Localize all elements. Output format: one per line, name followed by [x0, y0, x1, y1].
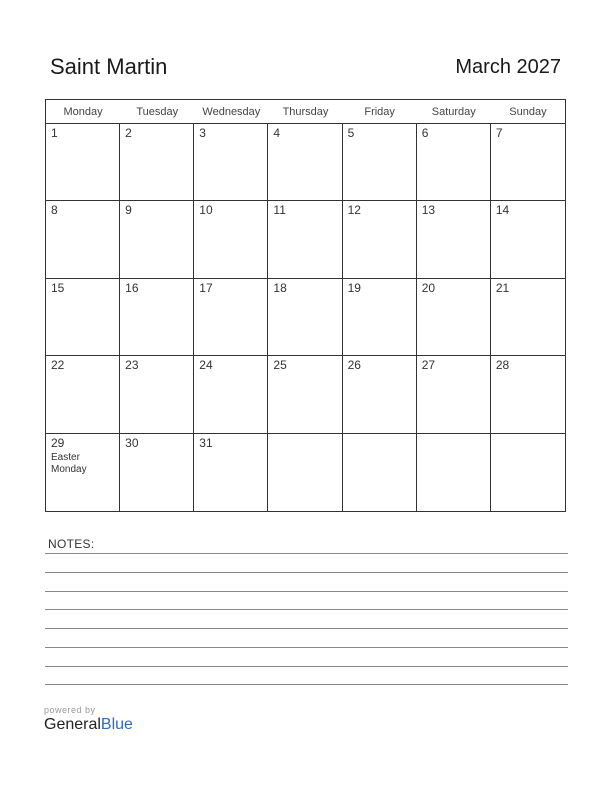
powered-by-text: powered by — [44, 705, 96, 715]
day-number: 31 — [199, 435, 213, 450]
weekday-header-row — [46, 100, 565, 124]
day-number: 25 — [273, 358, 287, 373]
day-number: 21 — [495, 280, 510, 295]
weekday-monday: Monday — [63, 106, 103, 118]
day-cell — [343, 201, 417, 278]
weekday-thursday: Thursday — [282, 106, 329, 118]
day-cell — [194, 356, 268, 433]
day-cell — [343, 124, 417, 201]
day-number: 23 — [125, 358, 139, 373]
day-number: 16 — [125, 280, 139, 295]
day-number: 17 — [199, 280, 213, 295]
weekday-tuesday: Tuesday — [136, 106, 179, 118]
day-number: 8 — [51, 203, 58, 218]
day-number: 27 — [421, 358, 436, 373]
day-number: 29 — [51, 435, 65, 450]
day-cell — [120, 434, 194, 511]
note-line — [45, 591, 568, 592]
day-cells — [46, 124, 565, 511]
day-cell — [343, 356, 417, 433]
day-number: 24 — [199, 358, 213, 373]
day-cell — [417, 434, 491, 511]
day-cell — [417, 356, 491, 433]
day-number: 22 — [51, 358, 65, 373]
notes-label: NOTES: — [48, 537, 95, 551]
day-cell — [120, 201, 194, 278]
day-number: 6 — [421, 126, 429, 140]
day-number: 11 — [273, 203, 286, 218]
day-cell — [120, 356, 194, 433]
day-cell — [268, 124, 342, 201]
note-line — [45, 572, 568, 573]
day-cell — [120, 124, 194, 201]
day-cell — [343, 279, 417, 356]
day-number: 13 — [421, 203, 436, 218]
weekday-sunday: Sunday — [509, 106, 547, 118]
generalblue-logo — [44, 716, 133, 734]
day-number: 18 — [273, 280, 287, 295]
day-cell — [417, 124, 491, 201]
note-line — [45, 647, 568, 648]
logo-general: General — [44, 716, 101, 733]
day-cell — [194, 279, 268, 356]
day-cell — [46, 124, 120, 201]
note-line — [45, 666, 568, 667]
holiday-label: Easter Monday — [51, 451, 87, 475]
day-cell — [268, 356, 342, 433]
brand-footer — [44, 705, 133, 734]
day-cell — [268, 434, 342, 511]
day-cell — [120, 279, 194, 356]
day-number: 12 — [347, 203, 361, 218]
day-cell — [194, 434, 268, 511]
calendar-grid — [45, 99, 566, 512]
day-number: 5 — [347, 126, 355, 140]
note-line — [45, 628, 568, 629]
day-cell — [491, 201, 565, 278]
logo-blue: Blue — [100, 716, 133, 733]
day-cell — [491, 356, 565, 433]
note-line — [45, 684, 568, 685]
day-number: 15 — [51, 280, 65, 295]
day-cell — [491, 124, 565, 201]
day-number: 14 — [495, 203, 510, 218]
day-number: 2 — [125, 126, 132, 140]
day-cell — [46, 201, 120, 278]
day-number: 30 — [125, 435, 139, 450]
day-number: 3 — [199, 126, 206, 140]
day-cell — [46, 279, 120, 356]
country-title: Saint Martin — [50, 54, 168, 79]
day-cell — [194, 124, 268, 201]
day-cell — [417, 201, 491, 278]
month-year-title: March 2027 — [455, 56, 561, 78]
day-cell — [46, 356, 120, 433]
day-number: 19 — [347, 280, 361, 295]
weekday-friday: Friday — [364, 106, 395, 118]
day-number: 4 — [273, 126, 281, 140]
day-number: 9 — [125, 203, 132, 218]
day-number: 10 — [199, 203, 213, 218]
note-line — [45, 553, 568, 554]
day-cell — [491, 279, 565, 356]
day-cell — [268, 279, 342, 356]
weekday-wednesday: Wednesday — [202, 106, 261, 118]
day-number: 1 — [51, 126, 58, 140]
day-cell — [417, 279, 491, 356]
day-cell — [194, 201, 268, 278]
day-number: 20 — [421, 280, 436, 295]
note-line — [45, 609, 568, 610]
day-number: 28 — [495, 358, 510, 373]
weekday-saturday: Saturday — [431, 106, 476, 118]
day-number: 7 — [495, 126, 503, 140]
day-cell — [491, 434, 565, 511]
day-cell — [343, 434, 417, 511]
day-cell — [46, 434, 120, 511]
day-number: 26 — [347, 358, 361, 373]
day-cell — [268, 201, 342, 278]
